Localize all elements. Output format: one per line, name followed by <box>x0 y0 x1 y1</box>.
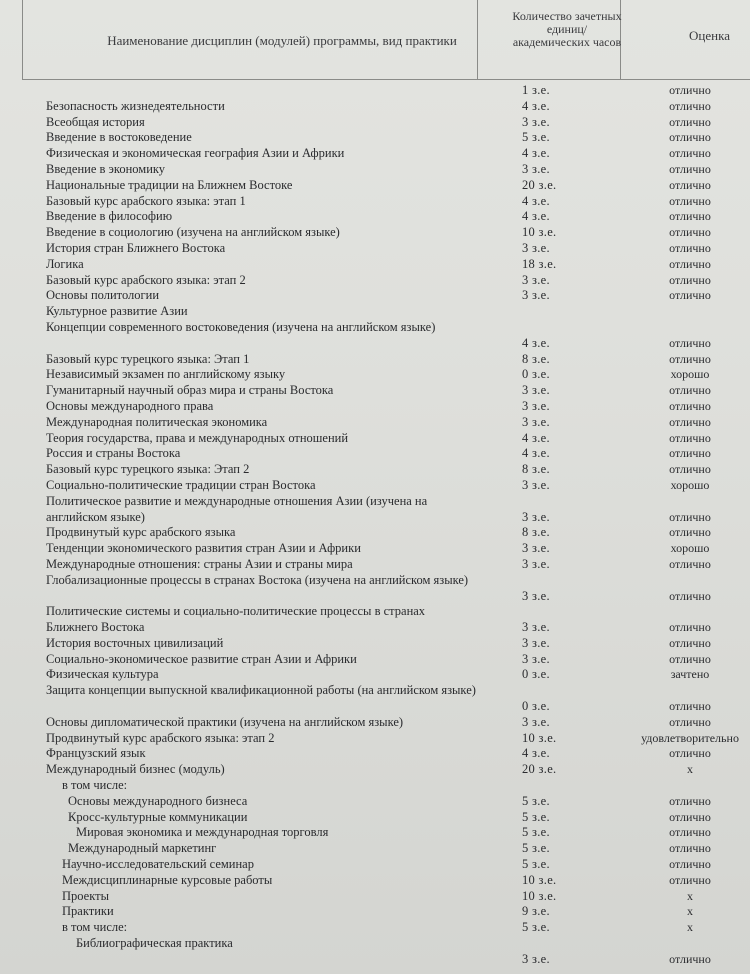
course-grade: х <box>687 920 693 935</box>
course-credits: 3 з.е. <box>522 240 550 255</box>
course-grade: отлично <box>669 872 711 887</box>
course-grade: удовлетворительно <box>641 730 739 745</box>
course-credits: 18 з.е. <box>522 256 557 271</box>
course-credits: 3 з.е. <box>522 398 550 413</box>
course-grade: отлично <box>669 193 711 208</box>
course-name: Проекты <box>62 888 109 903</box>
table-header <box>22 0 750 80</box>
course-name: Кросс-культурные коммуникации <box>68 809 248 824</box>
course-name: Культурное развитие Азии <box>46 304 188 319</box>
table-row <box>0 778 750 794</box>
course-credits: 3 з.е. <box>522 414 550 429</box>
table-row <box>0 83 750 99</box>
course-name: Теория государства, права и международных отношений <box>46 430 349 445</box>
table-row <box>0 825 750 841</box>
course-name: История восточных цивилизаций <box>46 635 224 650</box>
course-name: Мировая экономика и международная торговля <box>76 825 329 840</box>
course-name: Независимый экзамен по английскому языку <box>46 367 286 382</box>
course-grade: отлично <box>669 240 711 255</box>
table-row <box>0 889 750 905</box>
table-row <box>0 652 750 668</box>
course-credits: 3 з.е. <box>522 714 550 729</box>
course-credits: 4 з.е. <box>522 146 550 161</box>
course-name: Гуманитарный научный образ мира и страны Востока <box>46 383 334 398</box>
course-name: Основы международного бизнеса <box>68 793 248 808</box>
course-name: Продвинутый курс арабского языка: этап 2 <box>46 730 275 745</box>
header-divider-1 <box>477 0 478 80</box>
course-grade: х <box>687 904 693 919</box>
table-row <box>0 462 750 478</box>
table-row <box>0 541 750 557</box>
course-name: Базовый курс арабского языка: этап 2 <box>46 272 246 287</box>
course-grade: отлично <box>669 225 711 240</box>
course-grade: отлично <box>669 272 711 287</box>
table-row <box>0 130 750 146</box>
course-credits: 3 з.е. <box>522 651 550 666</box>
header-bottom-border <box>22 79 750 80</box>
table-row <box>0 494 750 526</box>
course-credits: 3 з.е. <box>522 620 550 635</box>
course-grade: отлично <box>669 809 711 824</box>
course-name: Международные отношения: страны Азии и страны мира <box>46 556 353 571</box>
table-row <box>0 225 750 241</box>
course-name: Тенденции экономического развития стран Азии и Африки <box>46 541 361 556</box>
course-grade: отлично <box>669 351 711 366</box>
course-name: Политическое развитие и международные отношения Азии (изучена на английском языке) <box>46 493 428 524</box>
table-row <box>0 367 750 383</box>
course-credits: 1 з.е. <box>522 83 550 97</box>
course-name: Глобализационные процессы в странах Востока (изучена на английском языке) <box>46 572 469 587</box>
course-credits: 3 з.е. <box>522 272 550 287</box>
course-name: Введение в востоковедение <box>46 130 192 145</box>
course-grade: отлично <box>669 525 711 540</box>
course-name: Международный маркетинг <box>68 841 217 856</box>
course-credits: 20 з.е. <box>522 177 557 192</box>
course-grade: отлично <box>669 256 711 271</box>
course-grade: х <box>687 762 693 777</box>
course-credits: 10 з.е. <box>522 872 557 887</box>
course-credits: 3 з.е. <box>522 114 550 129</box>
table-row <box>0 146 750 162</box>
course-credits: 5 з.е. <box>522 920 550 935</box>
table-row <box>0 415 750 431</box>
course-name: Политические системы и социально-политические процессы в странах Ближнего Востока <box>46 604 426 635</box>
course-grade: отлично <box>669 130 711 145</box>
course-name: Национальные традиции на Ближнем Востоке <box>46 177 293 192</box>
table-row <box>0 525 750 541</box>
table-row <box>0 604 750 636</box>
course-grade: отлично <box>669 98 711 113</box>
table-row <box>0 257 750 273</box>
course-credits: 5 з.е. <box>522 857 550 872</box>
table-row <box>0 194 750 210</box>
course-grade: отлично <box>669 556 711 571</box>
course-credits: 8 з.е. <box>522 525 550 540</box>
course-name: История стран Ближнего Востока <box>46 240 226 255</box>
course-name: Междисциплинарные курсовые работы <box>62 872 273 887</box>
course-credits: 3 з.е. <box>522 556 550 571</box>
course-credits: 4 з.е. <box>522 98 550 113</box>
course-grade: отлично <box>669 83 711 97</box>
table-row <box>0 857 750 873</box>
course-name: Базовый курс турецкого языка: Этап 1 <box>46 351 250 366</box>
course-credits: 4 з.е. <box>522 746 550 761</box>
table-row <box>0 636 750 652</box>
course-credits: 3 з.е. <box>522 161 550 176</box>
course-name: Защита концепции выпускной квалификационной работы (на английском языке) <box>46 683 476 698</box>
course-name: Безопасность жизнедеятельности <box>46 98 225 113</box>
table-row <box>0 952 750 968</box>
course-name: Россия и страны Востока <box>46 446 181 461</box>
course-name: Международная политическая экономика <box>46 414 268 429</box>
table-row <box>0 352 750 368</box>
course-name: Продвинутый курс арабского языка <box>46 525 236 540</box>
table-row <box>0 446 750 462</box>
table-row <box>0 667 750 683</box>
table-row <box>0 746 750 762</box>
table-row <box>0 320 750 352</box>
table-row <box>0 162 750 178</box>
credits-column-header: Количество зачетных единиц/ академических часов <box>512 9 622 49</box>
course-name: Основы дипломатической практики (изучена на английском языке) <box>46 714 404 729</box>
course-grade: отлично <box>669 746 711 761</box>
course-name: Физическая и экономическая география Азии и Африки <box>46 146 345 161</box>
course-credits: 3 з.е. <box>522 288 550 303</box>
course-credits: 10 з.е. <box>522 888 557 903</box>
course-grade: отлично <box>669 446 711 461</box>
table-row <box>0 683 750 715</box>
course-grade: отлично <box>669 620 711 635</box>
course-credits: 5 з.е. <box>522 809 550 824</box>
course-grade: отлично <box>669 161 711 176</box>
course-credits: 10 з.е. <box>522 730 557 745</box>
course-grade: отлично <box>669 651 711 666</box>
table-row <box>0 557 750 573</box>
table-row <box>0 841 750 857</box>
course-credits: 10 з.е. <box>522 225 557 240</box>
course-name: Международный бизнес (модуль) <box>46 762 225 777</box>
course-credits: 8 з.е. <box>522 462 550 477</box>
course-name: Основы международного права <box>46 398 214 413</box>
course-credits: 3 з.е. <box>522 635 550 650</box>
table-row <box>0 399 750 415</box>
course-grade: отлично <box>669 588 711 603</box>
course-grade: х <box>687 888 693 903</box>
course-name: Социально-экономическое развитие стран Азии и Африки <box>46 651 357 666</box>
course-credits: 9 з.е. <box>522 904 550 919</box>
table-row <box>0 936 750 952</box>
course-name: Концепции современного востоковедения (изучена на английском языке) <box>46 319 436 334</box>
course-credits: 5 з.е. <box>522 130 550 145</box>
course-grade: хорошо <box>670 541 710 556</box>
course-credits: 5 з.е. <box>522 841 550 856</box>
course-credits: 3 з.е. <box>522 588 550 603</box>
course-credits: 20 з.е. <box>522 762 557 777</box>
grade-column-header: Оценка <box>689 28 730 43</box>
table-row <box>0 304 750 320</box>
table-row <box>0 731 750 747</box>
course-grade: отлично <box>669 146 711 161</box>
course-name: Базовый курс арабского языка: этап 1 <box>46 193 246 208</box>
course-grade: отлично <box>669 857 711 872</box>
course-grade: отлично <box>669 841 711 856</box>
course-credits: 3 з.е. <box>522 383 550 398</box>
course-name: Базовый курс турецкого языка: Этап 2 <box>46 462 250 477</box>
table-row <box>0 115 750 131</box>
course-name: Библиографическая практика <box>76 936 233 951</box>
table-row <box>0 178 750 194</box>
course-credits: 4 з.е. <box>522 209 550 224</box>
course-grade: отлично <box>669 114 711 129</box>
course-name: Введение в социологию (изучена на английском языке) <box>46 225 340 240</box>
course-grade: отлично <box>669 793 711 808</box>
course-grade: отлично <box>669 509 711 524</box>
course-name: Введение в философию <box>46 209 173 224</box>
course-name: Социально-политические традиции стран Востока <box>46 477 316 492</box>
course-grade: отлично <box>669 714 711 729</box>
course-credits: 3 з.е. <box>522 509 550 524</box>
course-grade: отлично <box>669 177 711 192</box>
table-row <box>0 99 750 115</box>
course-credits: 4 з.е. <box>522 193 550 208</box>
course-grade: отлично <box>669 635 711 650</box>
table-row <box>0 715 750 731</box>
table-row <box>0 873 750 889</box>
course-credits: 3 з.е. <box>522 541 550 556</box>
table-row <box>0 431 750 447</box>
course-grade: отлично <box>669 398 711 413</box>
table-row <box>0 794 750 810</box>
table-row <box>0 209 750 225</box>
course-grade: зачтено <box>670 667 710 682</box>
course-grade: хорошо <box>670 477 710 492</box>
header-left-border <box>22 0 23 80</box>
course-credits: 3 з.е. <box>522 951 550 966</box>
course-name: Всеобщая история <box>46 114 145 129</box>
table-row <box>0 573 750 605</box>
table-row <box>0 478 750 494</box>
course-credits: 4 з.е. <box>522 430 550 445</box>
table-row <box>0 273 750 289</box>
course-name: в том числе: <box>62 778 128 793</box>
course-grade: отлично <box>669 699 711 714</box>
course-name: Физическая культура <box>46 667 159 682</box>
course-grade: отлично <box>669 288 711 303</box>
course-credits: 0 з.е. <box>522 367 550 382</box>
course-name: Практики <box>62 904 114 919</box>
course-grade: отлично <box>669 951 711 966</box>
course-table-body <box>0 83 750 968</box>
course-name: Основы политологии <box>46 288 160 303</box>
course-credits: 4 з.е. <box>522 335 550 350</box>
course-name: Научно-исследовательский семинар <box>62 857 254 872</box>
course-credits: 4 з.е. <box>522 446 550 461</box>
course-grade: отлично <box>669 430 711 445</box>
table-row <box>0 920 750 936</box>
course-credits: 5 з.е. <box>522 825 550 840</box>
course-grade: отлично <box>669 825 711 840</box>
table-row <box>0 288 750 304</box>
course-credits: 0 з.е. <box>522 667 550 682</box>
table-row <box>0 241 750 257</box>
course-name: в том числе: <box>62 920 128 935</box>
course-grade: хорошо <box>670 367 710 382</box>
course-name: Введение в экономику <box>46 161 166 176</box>
course-grade: отлично <box>669 335 711 350</box>
name-column-header: Наименование дисциплин (модулей) программы, вид практики <box>107 33 457 48</box>
course-credits: 0 з.е. <box>522 699 550 714</box>
table-row <box>0 383 750 399</box>
course-credits: 5 з.е. <box>522 793 550 808</box>
course-grade: отлично <box>669 383 711 398</box>
course-credits: 3 з.е. <box>522 477 550 492</box>
course-grade: отлично <box>669 462 711 477</box>
table-row <box>0 810 750 826</box>
table-row <box>0 762 750 778</box>
course-name: Логика <box>46 256 84 271</box>
course-name: Французский язык <box>46 746 146 761</box>
course-credits: 8 з.е. <box>522 351 550 366</box>
course-grade: отлично <box>669 209 711 224</box>
course-grade: отлично <box>669 414 711 429</box>
table-row <box>0 904 750 920</box>
